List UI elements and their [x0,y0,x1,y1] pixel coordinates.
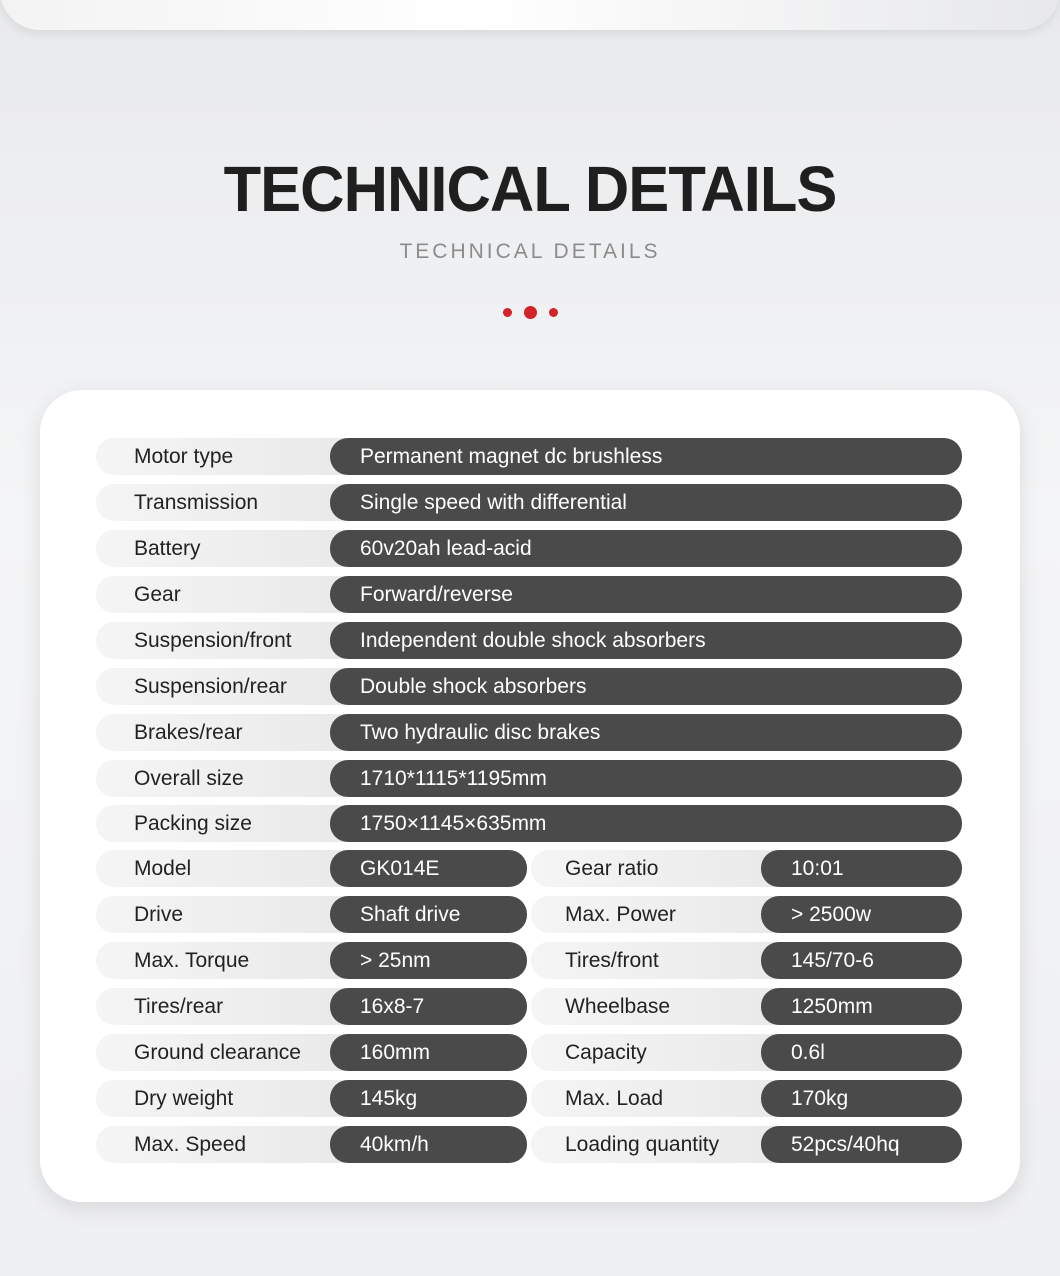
spec-row-split [96,1080,962,1117]
spec-row-split [96,850,962,887]
spec-value: Double shock absorbers [330,668,962,705]
spec-row-split [96,988,962,1025]
spec-row-split [96,896,962,933]
spec-label: Gear ratio [531,850,791,887]
spec-row [96,530,962,567]
dot-icon [503,308,512,317]
spec-label: Capacity [531,1034,791,1071]
spec-label: Suspension/front [96,622,356,659]
spec-value: Shaft drive [330,896,527,933]
spec-label: Max. Power [531,896,791,933]
spec-label: Max. Torque [96,942,356,979]
spec-value: Single speed with differential [330,484,962,521]
dot-icon [549,308,558,317]
spec-row [96,760,962,797]
spec-row [96,805,962,842]
spec-value: 1750×1145×635mm [330,805,962,842]
spec-row [96,484,962,521]
spec-value: 170kg [761,1080,962,1117]
spec-value: 1250mm [761,988,962,1025]
spec-label: Loading quantity [531,1126,791,1163]
spec-label: Packing size [96,805,356,842]
spec-label: Dry weight [96,1080,356,1117]
spec-value: 1710*1115*1195mm [330,760,962,797]
top-banner [0,0,1060,30]
spec-row-split [96,1126,962,1163]
spec-value: 0.6l [761,1034,962,1071]
spec-label: Overall size [96,760,356,797]
spec-value: Permanent magnet dc brushless [330,438,962,475]
spec-label: Drive [96,896,356,933]
spec-label: Suspension/rear [96,668,356,705]
spec-row [96,714,962,751]
spec-value: Independent double shock absorbers [330,622,962,659]
spec-row-split [96,942,962,979]
spec-label: Tires/front [531,942,791,979]
spec-label: Max. Speed [96,1126,356,1163]
spec-value: Two hydraulic disc brakes [330,714,962,751]
decorative-dots [0,304,1060,320]
spec-label: Max. Load [531,1080,791,1117]
spec-label: Ground clearance [96,1034,356,1071]
spec-row-split [96,1034,962,1071]
spec-value: 60v20ah lead-acid [330,530,962,567]
spec-row [96,438,962,475]
spec-row [96,622,962,659]
spec-value: 16x8-7 [330,988,527,1025]
spec-label: Wheelbase [531,988,791,1025]
spec-value: 145/70-6 [761,942,962,979]
spec-row [96,576,962,613]
page-subtitle: TECHNICAL DETAILS [399,240,661,263]
spec-label: Motor type [96,438,356,475]
dot-icon [524,306,537,319]
spec-value: 10:01 [761,850,962,887]
spec-value: 160mm [330,1034,527,1071]
spec-value: 145kg [330,1080,527,1117]
spec-label: Model [96,850,356,887]
spec-label: Brakes/rear [96,714,356,751]
spec-value: > 25nm [330,942,527,979]
spec-label: Transmission [96,484,356,521]
spec-label: Gear [96,576,356,613]
spec-label: Tires/rear [96,988,356,1025]
spec-value: > 2500w [761,896,962,933]
spec-value: Forward/reverse [330,576,962,613]
spec-value: GK014E [330,850,527,887]
spec-row [96,668,962,705]
spec-value: 52pcs/40hq [761,1126,962,1163]
spec-label: Battery [96,530,356,567]
page-title: TECHNICAL DETAILS [223,153,837,225]
spec-value: 40km/h [330,1126,527,1163]
